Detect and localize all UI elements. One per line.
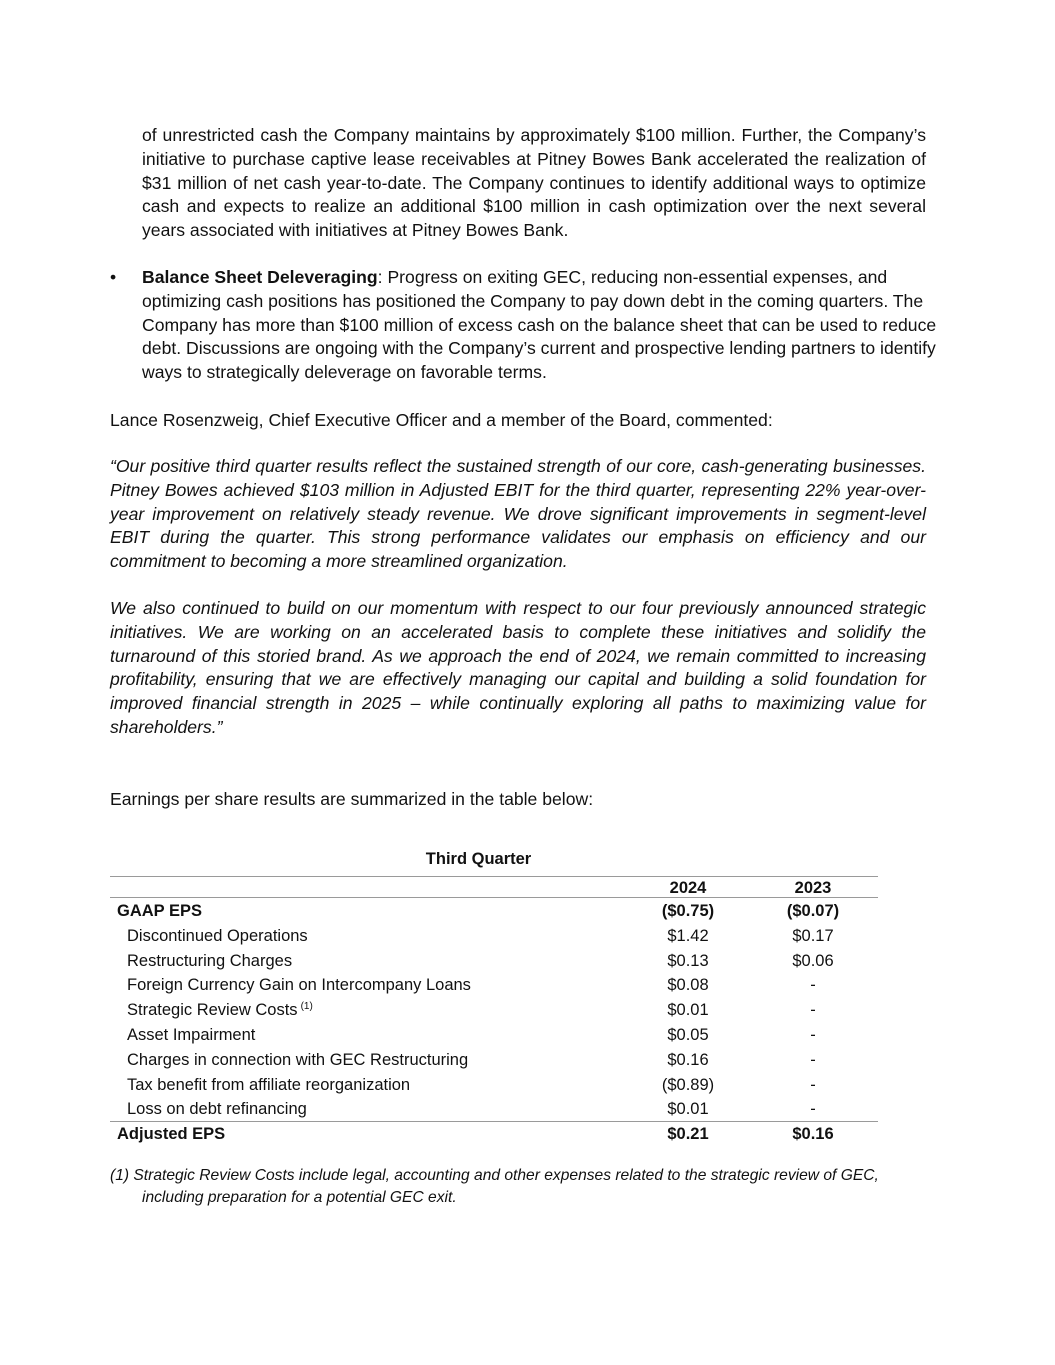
bullet-body: Progress on exiting GEC, reducing non-essential expenses, and optimizing cash positions has positioned the Company to pay down debt in the coming quarters. The Company has more than $100 million of excess cash on the balance sheet that can be used to reduce debt. Discussions are ongoing with the Company’s current and prospective lending partners to identify ways to strategically deleverage on favorable terms. [142, 267, 937, 383]
value-2024: ($0.89) [661, 1076, 715, 1094]
value-2023: - [810, 1076, 816, 1094]
row-label: Foreign Currency Gain on Intercompany Loans [127, 976, 471, 994]
value-2024: ($0.75) [661, 902, 715, 920]
table-header-row [110, 877, 878, 902]
value-2024: $0.21 [667, 1125, 709, 1143]
bullet-marker: • [110, 267, 117, 287]
table-intro: Earnings per share results are summarized in the table below: [110, 789, 594, 809]
footnote-reference: (1) [300, 1001, 313, 1012]
footnote [110, 1165, 940, 1209]
value-2023: - [810, 1100, 816, 1118]
value-2024: $0.01 [667, 1001, 709, 1019]
value-2023: - [810, 1001, 816, 1019]
table-row [110, 1074, 878, 1099]
value-2023: - [810, 976, 816, 994]
table-row [110, 999, 878, 1024]
value-2023: - [810, 1051, 816, 1069]
bullet-heading: Balance Sheet Deleveraging [142, 267, 378, 287]
table-title: Third Quarter [425, 850, 532, 868]
footnote-line-1: (1) Strategic Review Costs include legal, accounting and other expenses related to the strategic review of GEC, [110, 1167, 879, 1184]
value-2024: $0.16 [667, 1051, 709, 1069]
row-label: Adjusted EPS [117, 1125, 226, 1143]
ceo-attribution: Lance Rosenzweig, Chief Executive Officer and a member of the Board, commented: [110, 410, 773, 430]
table-header-rule [110, 897, 878, 898]
value-2024: $0.08 [667, 976, 709, 994]
row-label: Charges in connection with GEC Restructuring [127, 1051, 469, 1069]
quote-paragraph-2: We also continued to build on our momentum with respect to our four previously announced strategic initiatives. We are working on an accelerated basis to complete these initiatives and solidify the turnaround of this storied brand. As we approach the end of 2024, we remain committed to increasing profitability, ensuring that we are effectively managing our capital and building a solid foundation for improved financial strength in 2025 – while continually exploring all paths to maximizing value for shareholders.” [110, 598, 926, 737]
table-total-rule [110, 1121, 878, 1122]
adjusted-eps-row [110, 1123, 878, 1148]
value-2023: $0.17 [792, 927, 834, 945]
table-row [110, 950, 878, 975]
table-row [110, 925, 878, 950]
continuation-paragraph: of unrestricted cash the Company maintains by approximately $100 million. Further, the Company’s initiative to purchase captive lease receivables at Pitney Bowes Bank accelerated the realization of $31 million of net cash year-to-date. The Company continues to identify additional ways to optimize cash and expects to realize an additional $100 million in cash optimization over the next several years associated with initiatives at Pitney Bowes Bank. [142, 125, 926, 241]
table-row [110, 1024, 878, 1049]
row-label [127, 999, 313, 1021]
table-row [110, 1098, 878, 1123]
row-label-text: Strategic Review Costs [127, 1001, 298, 1019]
row-label: Restructuring Charges [127, 952, 293, 970]
row-label: Discontinued Operations [127, 927, 308, 945]
column-header-2023: 2023 [794, 879, 832, 897]
table-row [110, 974, 878, 999]
footnote-line-2: including preparation for a potential GEC exit. [142, 1189, 457, 1206]
value-2023: - [810, 1026, 816, 1044]
row-label: Tax benefit from affiliate reorganization [127, 1076, 411, 1094]
value-2024: $1.42 [667, 927, 709, 945]
quote-paragraph-1: “Our positive third quarter results reflect the sustained strength of our core, cash-generating businesses. Pitney Bowes achieved $103 million in Adjusted EBIT for the third quarter, representing 22% year-over-year improvement on relatively steady revenue. We drove significant improvements in segment-level EBIT during the quarter. This strong performance validates our emphasis on efficiency and our commitment to becoming a more streamlined organization. [110, 456, 926, 572]
bullet-separator: : [377, 267, 383, 287]
column-header-2024: 2024 [669, 879, 707, 897]
value-2023: $0.16 [792, 1125, 834, 1143]
row-label: Asset Impairment [127, 1026, 256, 1044]
row-label: Loss on debt refinancing [127, 1100, 307, 1118]
value-2023: $0.06 [792, 952, 834, 970]
value-2023: ($0.07) [786, 902, 840, 920]
gaap-eps-row [110, 900, 878, 925]
bullet-text [142, 266, 957, 385]
table-row [110, 1049, 878, 1074]
value-2024: $0.13 [667, 952, 709, 970]
row-label: GAAP EPS [117, 902, 202, 920]
value-2024: $0.01 [667, 1100, 709, 1118]
value-2024: $0.05 [667, 1026, 709, 1044]
